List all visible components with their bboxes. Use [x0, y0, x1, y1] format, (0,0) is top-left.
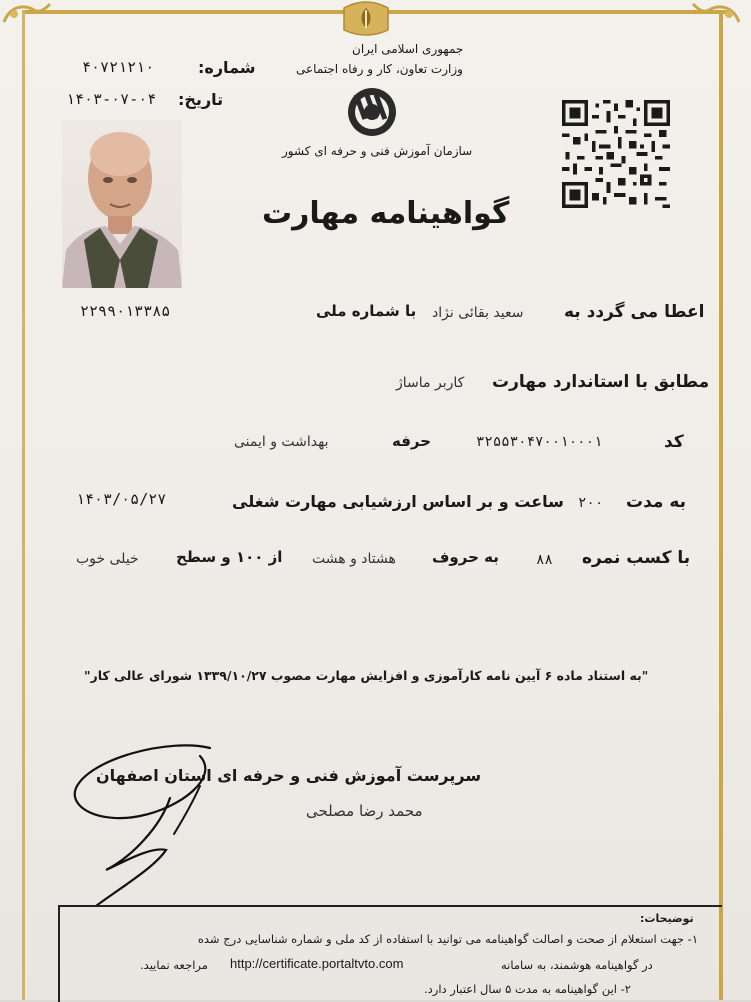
org-line-3: سازمان آموزش فنی و حرفه ای کشور: [282, 144, 473, 158]
national-id-label: با شماره ملی: [316, 302, 417, 320]
level-label: از ۱۰۰ و سطح: [176, 548, 283, 566]
regulation-text: "به استناد ماده ۶ آیین نامه کارآموزی و افزایش مهارت مصوب ۱۳۳۹/۱۰/۲۷ شورای عالی کار": [84, 668, 649, 683]
notes-line-2-start: در گواهینامه هوشمند، به سامانه: [501, 958, 653, 972]
score-value: ۸۸: [536, 552, 553, 568]
signature-title: سرپرست آموزش فنی و حرفه ای استان اصفهان: [96, 766, 482, 785]
org-line-2: وزارت تعاون، کار و رفاه اجتماعی: [296, 62, 463, 76]
trade-value: بهداشت و ایمنی: [234, 434, 329, 450]
awarded-label: اعطا می گردد به: [564, 302, 705, 322]
notes-line-1: ۱- جهت استعلام از صحت و اصالت گواهینامه می توانید با استفاده از کد ملی و شماره شناسایی درج شده: [197, 932, 698, 946]
awarded-name: سعید بقائی نژاد: [432, 305, 524, 321]
standard-label: مطابق با استاندارد مهارت: [492, 372, 710, 392]
frame-right-border: [719, 10, 723, 1000]
number-value: ۴۰۷۲۱۲۱۰: [82, 58, 155, 76]
letters-value: هشتاد و هشت: [312, 551, 396, 567]
signature-icon: [70, 738, 260, 908]
signatory-name: محمد رضا مصلحی: [306, 802, 423, 820]
certificate-title: گواهینامه مهارت: [262, 196, 510, 231]
code-value: ۳۲۵۵۳۰۴۷۰۰۱۰۰۰۱: [476, 434, 603, 450]
level-value: خیلی خوب: [76, 551, 139, 567]
qr-code-icon: [562, 100, 670, 208]
date-value: ۱۴۰۳-۰۷-۰۴: [66, 90, 157, 108]
corner-ornament-icon: [0, 0, 54, 26]
letters-label: به حروف: [432, 548, 499, 566]
portrait-icon: [62, 120, 182, 288]
org-line-1: جمهوری اسلامی ایران: [352, 42, 464, 56]
evaluation-date: ۱۴۰۳/۰۵/۲۷: [76, 490, 167, 508]
national-id-value: ۲۲۹۹۰۱۳۳۸۵: [80, 302, 171, 320]
number-label: شماره:: [198, 58, 256, 77]
portal-link[interactable]: http://certificate.portaltvto.com: [230, 956, 404, 971]
notes-line-3: ۲- این گواهینامه به مدت ۵ سال اعتبار دارد.: [424, 982, 631, 996]
tvto-logo-icon: [342, 80, 402, 140]
duration-label: به مدت: [626, 492, 687, 512]
corner-ornament-icon: [689, 0, 743, 26]
duration-suffix: ساعت و بر اساس ارزشیابی مهارت شغلی: [232, 492, 564, 511]
frame-left-border: [22, 10, 25, 1000]
notes-line-2-end: مراجعه نمایید.: [140, 958, 208, 972]
emblem-icon: [336, 0, 396, 36]
standard-value: کاربر ماساژ: [396, 375, 465, 391]
duration-value: ۲۰۰: [578, 495, 604, 511]
date-label: تاریخ:: [178, 90, 224, 109]
code-label: کد: [664, 432, 684, 452]
portrait-photo: [62, 120, 182, 288]
trade-label: حرفه: [392, 432, 432, 450]
score-label: با کسب نمره: [582, 548, 691, 568]
notes-heading: توضیحات:: [640, 912, 694, 925]
